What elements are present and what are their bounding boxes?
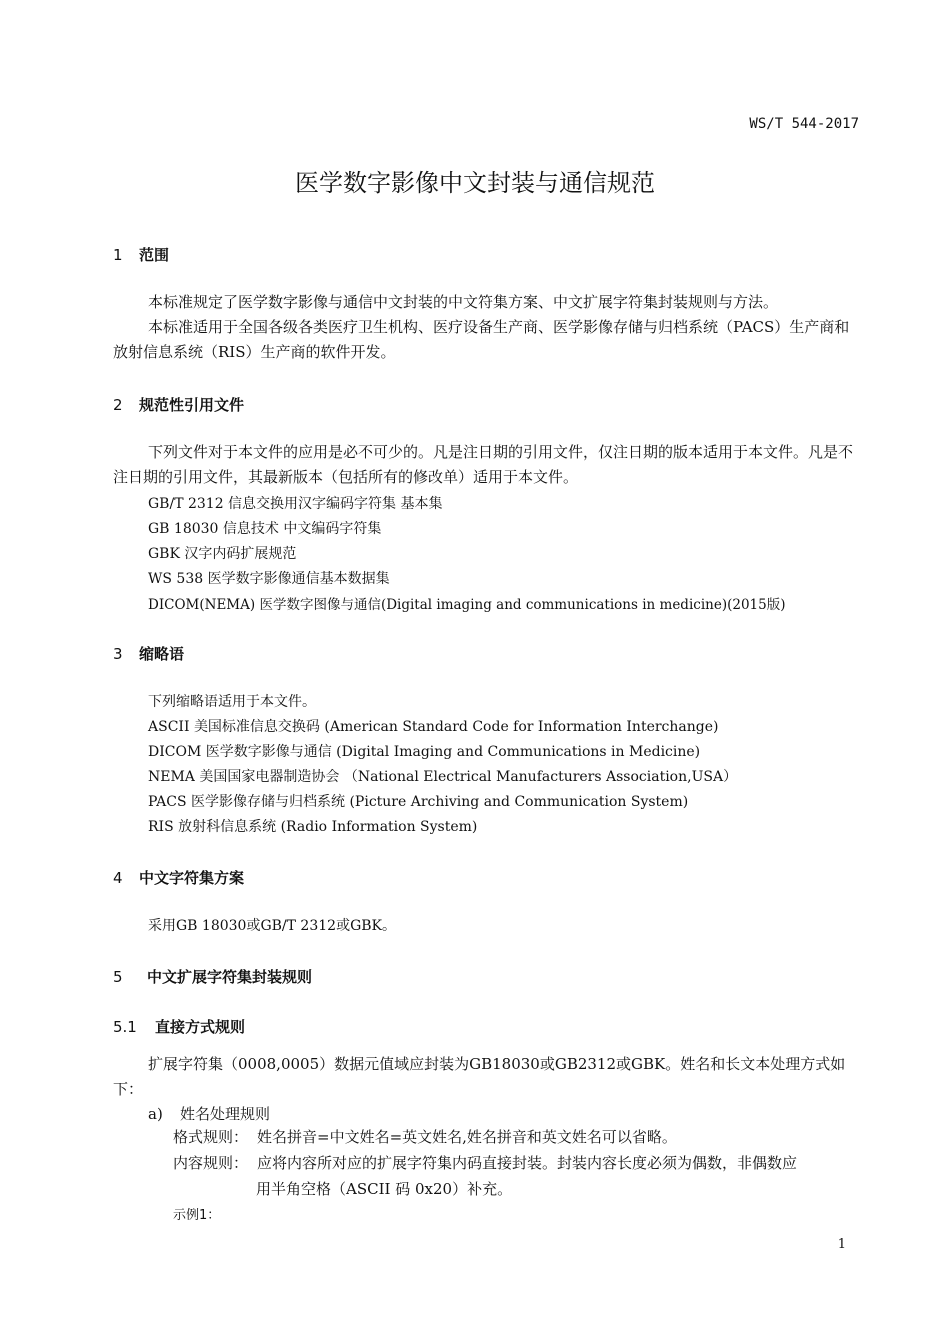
rule-label: 格式规则： [173, 1128, 249, 1146]
section-number: 5 [113, 968, 123, 986]
rule-text: 姓名拼音=中文姓名=英文姓名,姓名拼音和英文姓名可以省略。 [257, 1128, 677, 1146]
abbreviation-intro: 下列缩略语适用于本文件。 [148, 694, 316, 710]
standard-code: WS/T 544-2017 [749, 116, 859, 132]
section-number: 1 [113, 246, 123, 264]
subsection-title: 直接方式规则 [155, 1018, 246, 1036]
section-heading-abbreviations [113, 643, 184, 664]
abbreviation-item [148, 816, 477, 836]
paragraph: 采用GB 18030或GB/T 2312或GBK。 [148, 918, 396, 934]
list-label: a) [148, 1105, 163, 1123]
page-title: 医学数字影像中文封装与通信规范 [295, 169, 655, 197]
subsection-number: 5.1 [113, 1018, 137, 1036]
section-number: 4 [113, 869, 123, 887]
rule-label: 内容规则： [173, 1154, 249, 1172]
abbreviation-desc: 医学影像存储与归档系统 (Picture Archiving and Communication System) [191, 794, 689, 810]
abbreviation-desc: 放射科信息系统 (Radio Information System) [178, 819, 478, 835]
abbreviation-term: ASCII [148, 719, 190, 735]
abbreviation-term: NEMA [148, 769, 195, 785]
reference-item: WS 538 医学数字影像通信基本数据集 [148, 571, 390, 587]
section-title: 中文字符集方案 [139, 869, 245, 887]
section-title: 范围 [139, 246, 170, 264]
abbreviation-term: PACS [148, 794, 187, 810]
rule-text: 应将内容所对应的扩展字符集内码直接封装。封装内容长度必须为偶数，非偶数应 [257, 1154, 798, 1172]
reference-item: GB/T 2312 信息交换用汉字编码字符集 基本集 [148, 496, 443, 512]
paragraph: 下列文件对于本文件的应用是必不可少的。凡是注日期的引用文件，仅注日期的版本适用于本文件。凡是不注日期的引用文件，其最新版本（包括所有的修改单）适用于本文件。 [113, 443, 854, 486]
format-rule [173, 1125, 861, 1150]
section-heading-references [113, 394, 244, 415]
section-heading-charset [113, 867, 244, 888]
paragraph: 本标准适用于全国各级各类医疗卫生机构、医疗设备生产商、医学影像存储与归档系统（PACS）生产商和放射信息系统（RIS）生产商的软件开发。 [113, 318, 850, 361]
abbreviation-item [148, 766, 737, 786]
list-title: 姓名处理规则 [180, 1105, 271, 1123]
reference-item: DICOM(NEMA) 医学数字图像与通信(Digital imaging and communications in medicine)(2015版) [148, 597, 786, 613]
abbreviation-desc: 医学数字影像与通信 (Digital Imaging and Communications in Medicine) [205, 744, 701, 760]
abbreviation-desc: 美国国家电器制造协会 （National Electrical Manufacturers Association,USA） [199, 769, 738, 785]
paragraph: 扩展字符集（0008,0005）数据元值域应封装为GB18030或GB2312或GBK。姓名和长文本处理方式如下： [113, 1055, 846, 1098]
paragraph: 本标准规定了医学数字影像与通信中文封装的中文符集方案、中文扩展字符集封装规则与方法。 [148, 293, 779, 311]
section-heading-scope [113, 244, 169, 265]
abbreviation-item [148, 741, 700, 761]
subsection-heading [113, 1016, 245, 1037]
example-label: 示例1： [173, 1208, 221, 1223]
page-number: 1 [837, 1237, 846, 1252]
content-rule-continuation: 用半角空格（ASCII 码 0x20）补充。 [256, 1180, 513, 1198]
section-title: 缩略语 [139, 645, 185, 663]
list-item-a [148, 1103, 270, 1124]
reference-item: GB 18030 信息技术 中文编码字符集 [148, 521, 382, 537]
reference-item: GBK 汉字内码扩展规范 [148, 546, 297, 562]
abbreviation-desc: 美国标准信息交换码 (American Standard Code for Information Interchange) [193, 719, 719, 735]
abbreviation-term: DICOM [148, 744, 202, 760]
section-heading-encapsulation [113, 966, 312, 987]
abbreviation-item [148, 716, 718, 736]
abbreviation-term: RIS [148, 819, 174, 835]
section-title: 中文扩展字符集封装规则 [147, 968, 313, 986]
content-rule [173, 1151, 861, 1176]
section-number: 2 [113, 396, 123, 414]
section-title: 规范性引用文件 [139, 396, 245, 414]
section-number: 3 [113, 645, 123, 663]
abbreviation-item [148, 791, 688, 811]
